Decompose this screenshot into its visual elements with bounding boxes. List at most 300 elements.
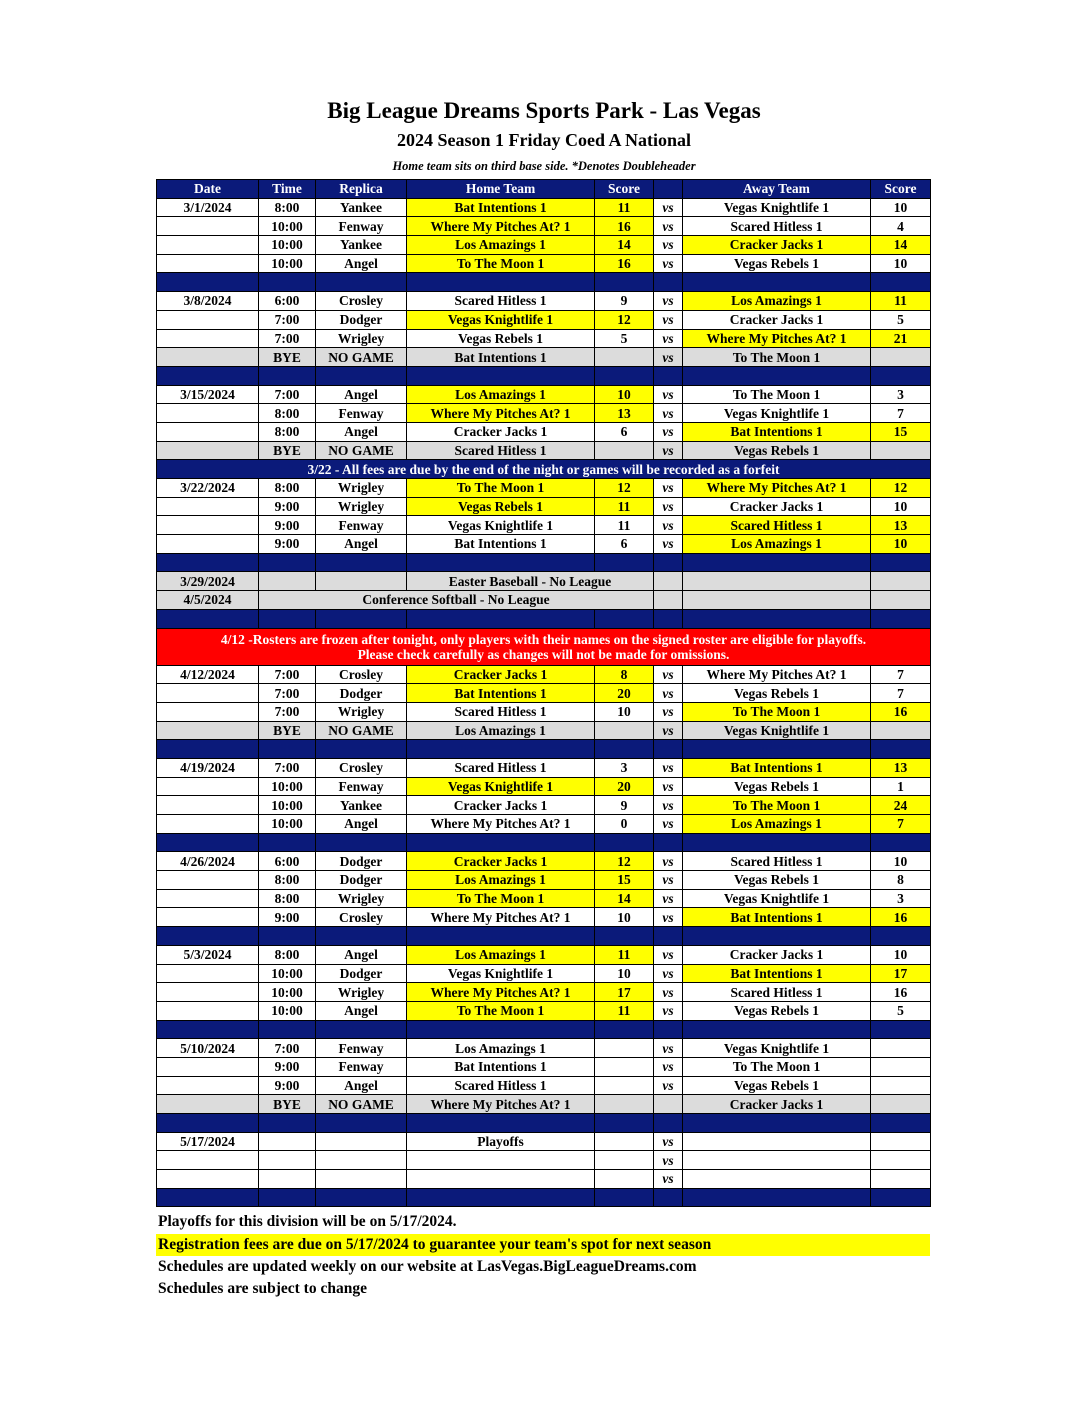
- field-cell: Yankee: [316, 236, 407, 255]
- date-cell: 5/10/2024: [157, 1039, 259, 1058]
- field-cell: Fenway: [316, 777, 407, 796]
- no-league-row: [157, 572, 931, 591]
- field-cell: Angel: [316, 535, 407, 554]
- time-cell: BYE: [259, 348, 316, 367]
- away-score-cell: [871, 1170, 931, 1189]
- away-team-cell: Where My Pitches At? 1: [683, 479, 871, 498]
- field-cell: Wrigley: [316, 329, 407, 348]
- date-cell: [157, 964, 259, 983]
- game-row: [157, 1132, 931, 1151]
- separator-cell: [157, 1114, 259, 1133]
- away-score-cell: [871, 1095, 931, 1114]
- separator-cell: [157, 1020, 259, 1039]
- date-cell: [157, 254, 259, 273]
- away-team-cell: To The Moon 1: [683, 1057, 871, 1076]
- game-row: [157, 1039, 931, 1058]
- away-score-cell: 7: [871, 665, 931, 684]
- vs-cell: vs: [654, 777, 683, 796]
- separator-cell: [871, 366, 931, 385]
- home-score-cell: 10: [595, 702, 654, 721]
- date-cell: [157, 796, 259, 815]
- vs-cell: vs: [654, 310, 683, 329]
- away-score-cell: 4: [871, 217, 931, 236]
- separator-cell: [595, 553, 654, 572]
- home-score-cell: 11: [595, 497, 654, 516]
- separator-row: [157, 609, 931, 628]
- separator-row: [157, 927, 931, 946]
- vs-cell: vs: [654, 535, 683, 554]
- separator-cell: [316, 927, 407, 946]
- vs-cell: vs: [654, 348, 683, 367]
- time-cell: 10:00: [259, 796, 316, 815]
- home-team-cell: Where My Pitches At? 1: [407, 1095, 595, 1114]
- vs-cell: vs: [654, 964, 683, 983]
- game-row: [157, 983, 931, 1002]
- home-team-cell: Los Amazings 1: [407, 1039, 595, 1058]
- page-note: Home team sits on third base side. *Denotes Doubleheader: [392, 159, 696, 173]
- separator-cell: [157, 366, 259, 385]
- field-cell: Angel: [316, 422, 407, 441]
- home-team-cell: Where My Pitches At? 1: [407, 404, 595, 423]
- separator-cell: [595, 833, 654, 852]
- away-team-cell: Bat Intentions 1: [683, 422, 871, 441]
- away-score-cell: 10: [871, 535, 931, 554]
- date-cell: [157, 1057, 259, 1076]
- vs-cell: vs: [654, 1151, 683, 1170]
- home-team-cell: Cracker Jacks 1: [407, 796, 595, 815]
- time-cell: 7:00: [259, 1039, 316, 1058]
- home-score-cell: [595, 1132, 654, 1151]
- away-team-cell: Vegas Rebels 1: [683, 871, 871, 890]
- game-row: [157, 796, 931, 815]
- time-cell: 7:00: [259, 702, 316, 721]
- field-cell: NO GAME: [316, 348, 407, 367]
- time-cell: 10:00: [259, 217, 316, 236]
- time-cell: 9:00: [259, 908, 316, 927]
- game-row: [157, 404, 931, 423]
- separator-cell: [259, 1188, 316, 1207]
- game-row: [157, 852, 931, 871]
- away-score-cell: 3: [871, 385, 931, 404]
- vs-cell: vs: [654, 871, 683, 890]
- home-team-cell: Scared Hitless 1: [407, 1076, 595, 1095]
- away-team-cell: Cracker Jacks 1: [683, 945, 871, 964]
- separator-cell: [407, 1188, 595, 1207]
- time-cell: 9:00: [259, 535, 316, 554]
- home-team-cell: Playoffs: [407, 1132, 595, 1151]
- home-score-cell: 14: [595, 236, 654, 255]
- time-cell: 8:00: [259, 404, 316, 423]
- away-team-cell: Scared Hitless 1: [683, 852, 871, 871]
- field-cell: Fenway: [316, 1039, 407, 1058]
- away-score-cell: 15: [871, 422, 931, 441]
- separator-cell: [157, 553, 259, 572]
- col-header-away-score: Score: [871, 180, 931, 199]
- game-row: [157, 198, 931, 217]
- home-team-cell: Scared Hitless 1: [407, 758, 595, 777]
- home-score-cell: [595, 1076, 654, 1095]
- game-row: [157, 254, 931, 273]
- vs-cell: [654, 1095, 683, 1114]
- away-team-cell: Vegas Knightlife 1: [683, 198, 871, 217]
- vs-cell: vs: [654, 945, 683, 964]
- separator-cell: [654, 1114, 683, 1133]
- bye-row: [157, 441, 931, 460]
- date-cell: [157, 497, 259, 516]
- time-cell: 10:00: [259, 777, 316, 796]
- separator-cell: [259, 740, 316, 759]
- away-score-cell: 10: [871, 497, 931, 516]
- col-header-replica: Replica: [316, 180, 407, 199]
- separator-cell: [407, 740, 595, 759]
- away-team-cell: Cracker Jacks 1: [683, 236, 871, 255]
- away-team-cell: Vegas Rebels 1: [683, 254, 871, 273]
- vs-cell: vs: [654, 329, 683, 348]
- separator-cell: [259, 1020, 316, 1039]
- date-cell: [157, 815, 259, 834]
- date-cell: [157, 1151, 259, 1170]
- separator-cell: [157, 609, 259, 628]
- time-cell: 8:00: [259, 422, 316, 441]
- separator-cell: [683, 1114, 871, 1133]
- away-team-cell: Los Amazings 1: [683, 815, 871, 834]
- home-score-cell: 10: [595, 908, 654, 927]
- vs-cell: vs: [654, 1039, 683, 1058]
- away-team-cell: To The Moon 1: [683, 796, 871, 815]
- away-score-cell: [871, 1132, 931, 1151]
- home-score-cell: 11: [595, 1001, 654, 1020]
- home-score-cell: 6: [595, 422, 654, 441]
- separator-cell: [654, 553, 683, 572]
- away-team-cell: Scared Hitless 1: [683, 516, 871, 535]
- col-header-vs: [654, 180, 683, 199]
- separator-cell: [316, 366, 407, 385]
- home-score-cell: [595, 1039, 654, 1058]
- game-row: [157, 889, 931, 908]
- away-score-cell: 7: [871, 684, 931, 703]
- field-cell: Dodger: [316, 852, 407, 871]
- date-cell: 5/3/2024: [157, 945, 259, 964]
- separator-cell: [407, 1020, 595, 1039]
- home-score-cell: 12: [595, 852, 654, 871]
- home-team-cell: Vegas Knightlife 1: [407, 310, 595, 329]
- home-team-cell: Bat Intentions 1: [407, 535, 595, 554]
- time-cell: 8:00: [259, 871, 316, 890]
- date-cell: 3/22/2024: [157, 479, 259, 498]
- date-cell: 3/8/2024: [157, 292, 259, 311]
- away-score-cell: [871, 1076, 931, 1095]
- time-cell: 8:00: [259, 198, 316, 217]
- away-score-cell: 8: [871, 871, 931, 890]
- away-team-cell: Cracker Jacks 1: [683, 310, 871, 329]
- home-score-cell: 17: [595, 983, 654, 1002]
- away-score-cell: 13: [871, 758, 931, 777]
- away-team-cell: To The Moon 1: [683, 702, 871, 721]
- separator-cell: [157, 833, 259, 852]
- bye-row: [157, 721, 931, 740]
- field-cell: [316, 1170, 407, 1189]
- separator-row: [157, 273, 931, 292]
- away-team-cell: To The Moon 1: [683, 348, 871, 367]
- game-row: [157, 964, 931, 983]
- vs-cell: [654, 572, 683, 591]
- vs-cell: vs: [654, 908, 683, 927]
- vs-cell: vs: [654, 404, 683, 423]
- bye-row: [157, 1095, 931, 1114]
- col-header-date: Date: [157, 180, 259, 199]
- separator-cell: [407, 927, 595, 946]
- separator-cell: [683, 273, 871, 292]
- separator-cell: [157, 273, 259, 292]
- field-cell: Angel: [316, 1001, 407, 1020]
- away-team-cell: Los Amazings 1: [683, 535, 871, 554]
- col-header-home-score: Score: [595, 180, 654, 199]
- separator-cell: [654, 609, 683, 628]
- separator-cell: [316, 740, 407, 759]
- separator-cell: [157, 1188, 259, 1207]
- time-cell: 10:00: [259, 964, 316, 983]
- game-row: [157, 236, 931, 255]
- away-team-cell: Vegas Knightlife 1: [683, 721, 871, 740]
- field-cell: [316, 572, 407, 591]
- game-row: [157, 684, 931, 703]
- field-cell: Wrigley: [316, 702, 407, 721]
- home-score-cell: 12: [595, 479, 654, 498]
- separator-cell: [259, 273, 316, 292]
- vs-cell: vs: [654, 796, 683, 815]
- field-cell: Angel: [316, 945, 407, 964]
- home-team-cell: To The Moon 1: [407, 1001, 595, 1020]
- field-cell: Dodger: [316, 310, 407, 329]
- game-row: [157, 758, 931, 777]
- field-cell: Fenway: [316, 1057, 407, 1076]
- field-cell: Wrigley: [316, 889, 407, 908]
- date-cell: 4/19/2024: [157, 758, 259, 777]
- date-cell: [157, 1076, 259, 1095]
- vs-cell: vs: [654, 385, 683, 404]
- field-cell: [316, 1132, 407, 1151]
- date-cell: 5/17/2024: [157, 1132, 259, 1151]
- home-score-cell: [595, 348, 654, 367]
- home-team-cell: Bat Intentions 1: [407, 348, 595, 367]
- time-cell: 10:00: [259, 236, 316, 255]
- time-cell: BYE: [259, 721, 316, 740]
- separator-row: [157, 1188, 931, 1207]
- date-cell: [157, 422, 259, 441]
- separator-cell: [654, 740, 683, 759]
- vs-cell: vs: [654, 516, 683, 535]
- home-team-cell: Where My Pitches At? 1: [407, 217, 595, 236]
- home-score-cell: 6: [595, 535, 654, 554]
- home-team-cell: Where My Pitches At? 1: [407, 983, 595, 1002]
- game-row: [157, 908, 931, 927]
- away-team-cell: [683, 1151, 871, 1170]
- time-cell: 10:00: [259, 1001, 316, 1020]
- away-score-cell: 11: [871, 292, 931, 311]
- time-cell: [259, 1170, 316, 1189]
- away-score-cell: [871, 1057, 931, 1076]
- away-team-cell: Scared Hitless 1: [683, 983, 871, 1002]
- date-cell: [157, 721, 259, 740]
- date-cell: [157, 404, 259, 423]
- game-row: [157, 479, 931, 498]
- game-row: [157, 329, 931, 348]
- date-cell: [157, 348, 259, 367]
- field-cell: Crosley: [316, 292, 407, 311]
- field-cell: Angel: [316, 385, 407, 404]
- date-cell: [157, 329, 259, 348]
- separator-cell: [654, 273, 683, 292]
- away-team-cell: Cracker Jacks 1: [683, 1095, 871, 1114]
- away-score-cell: 13: [871, 516, 931, 535]
- col-header-time: Time: [259, 180, 316, 199]
- home-score-cell: [595, 1170, 654, 1189]
- col-header-away-team: Away Team: [683, 180, 871, 199]
- home-score-cell: 14: [595, 889, 654, 908]
- field-cell: Wrigley: [316, 983, 407, 1002]
- game-row: [157, 217, 931, 236]
- home-team-cell: Vegas Knightlife 1: [407, 964, 595, 983]
- game-row: [157, 815, 931, 834]
- away-score-cell: [871, 721, 931, 740]
- game-row: [157, 945, 931, 964]
- date-cell: [157, 908, 259, 927]
- field-cell: Angel: [316, 254, 407, 273]
- vs-cell: vs: [654, 217, 683, 236]
- separator-cell: [407, 273, 595, 292]
- field-cell: Angel: [316, 815, 407, 834]
- vs-cell: vs: [654, 983, 683, 1002]
- away-team-cell: Bat Intentions 1: [683, 964, 871, 983]
- page-subtitle: 2024 Season 1 Friday Coed A National: [396, 130, 692, 150]
- date-cell: [157, 983, 259, 1002]
- date-cell: [157, 1095, 259, 1114]
- time-cell: 8:00: [259, 945, 316, 964]
- away-score-cell: 10: [871, 198, 931, 217]
- field-cell: Yankee: [316, 198, 407, 217]
- game-row: [157, 497, 931, 516]
- separator-cell: [157, 740, 259, 759]
- separator-cell: [683, 833, 871, 852]
- no-league-row: [157, 591, 931, 610]
- date-cell: [157, 702, 259, 721]
- home-score-cell: 11: [595, 198, 654, 217]
- game-row: [157, 1170, 931, 1189]
- field-cell: Crosley: [316, 665, 407, 684]
- time-cell: [259, 572, 316, 591]
- separator-cell: [259, 1114, 316, 1133]
- home-team-cell: Cracker Jacks 1: [407, 422, 595, 441]
- home-score-cell: 5: [595, 329, 654, 348]
- game-row: [157, 665, 931, 684]
- game-row: [157, 516, 931, 535]
- date-cell: [157, 1170, 259, 1189]
- home-score-cell: [595, 1057, 654, 1076]
- away-team-cell: Vegas Rebels 1: [683, 777, 871, 796]
- game-row: [157, 871, 931, 890]
- home-score-cell: 10: [595, 964, 654, 983]
- separator-cell: [871, 740, 931, 759]
- time-cell: 8:00: [259, 889, 316, 908]
- date-cell: [157, 310, 259, 329]
- time-cell: 7:00: [259, 758, 316, 777]
- away-score-cell: [871, 1039, 931, 1058]
- field-cell: Crosley: [316, 908, 407, 927]
- separator-cell: [595, 366, 654, 385]
- vs-cell: vs: [654, 721, 683, 740]
- home-score-cell: 13: [595, 404, 654, 423]
- vs-cell: vs: [654, 758, 683, 777]
- separator-cell: [595, 927, 654, 946]
- game-row: [157, 385, 931, 404]
- roster-alert-line-2: Please check carefully as changes will not be made for omissions.: [357, 646, 730, 662]
- field-cell: NO GAME: [316, 441, 407, 460]
- separator-cell: [407, 366, 595, 385]
- vs-cell: vs: [654, 1001, 683, 1020]
- home-team-cell: To The Moon 1: [407, 479, 595, 498]
- roster-alert-line-1: 4/12 -Rosters are frozen after tonight, only players with their names on the signed roster are eligible for playoffs.: [220, 631, 867, 647]
- away-team-cell: Vegas Knightlife 1: [683, 404, 871, 423]
- away-score-cell: [871, 1151, 931, 1170]
- away-score-cell: [871, 591, 931, 610]
- away-team-cell: Vegas Rebels 1: [683, 441, 871, 460]
- away-score-cell: 16: [871, 983, 931, 1002]
- away-score-cell: 10: [871, 852, 931, 871]
- separator-cell: [259, 833, 316, 852]
- separator-cell: [157, 927, 259, 946]
- time-cell: 9:00: [259, 497, 316, 516]
- time-cell: BYE: [259, 441, 316, 460]
- home-score-cell: [595, 1095, 654, 1114]
- vs-cell: vs: [654, 479, 683, 498]
- separator-cell: [595, 609, 654, 628]
- separator-cell: [316, 1020, 407, 1039]
- away-score-cell: 12: [871, 479, 931, 498]
- footer-change-note: Schedules are subject to change: [158, 1280, 367, 1297]
- away-team-cell: [683, 1170, 871, 1189]
- separator-cell: [683, 553, 871, 572]
- game-row: [157, 1057, 931, 1076]
- away-score-cell: 24: [871, 796, 931, 815]
- no-league-text: Easter Baseball - No League: [407, 572, 654, 591]
- separator-row: [157, 1114, 931, 1133]
- separator-row: [157, 366, 931, 385]
- home-team-cell: Scared Hitless 1: [407, 441, 595, 460]
- footer-registration-note: Registration fees are due on 5/17/2024 to guarantee your team's spot for next season: [156, 1234, 930, 1256]
- home-team-cell: [407, 1170, 595, 1189]
- separator-cell: [871, 609, 931, 628]
- field-cell: Dodger: [316, 684, 407, 703]
- vs-cell: vs: [654, 292, 683, 311]
- away-team-cell: [683, 572, 871, 591]
- home-score-cell: 12: [595, 310, 654, 329]
- separator-cell: [871, 273, 931, 292]
- away-score-cell: [871, 441, 931, 460]
- footer-playoffs-note: Playoffs for this division will be on 5/17/2024.: [158, 1213, 457, 1230]
- vs-cell: vs: [654, 665, 683, 684]
- date-cell: [157, 441, 259, 460]
- game-row: [157, 1001, 931, 1020]
- separator-cell: [871, 1188, 931, 1207]
- separator-cell: [654, 366, 683, 385]
- vs-cell: vs: [654, 1057, 683, 1076]
- separator-cell: [316, 553, 407, 572]
- time-cell: 7:00: [259, 385, 316, 404]
- schedule-table: [156, 179, 931, 1207]
- away-team-cell: Los Amazings 1: [683, 292, 871, 311]
- field-cell: NO GAME: [316, 1095, 407, 1114]
- date-cell: [157, 516, 259, 535]
